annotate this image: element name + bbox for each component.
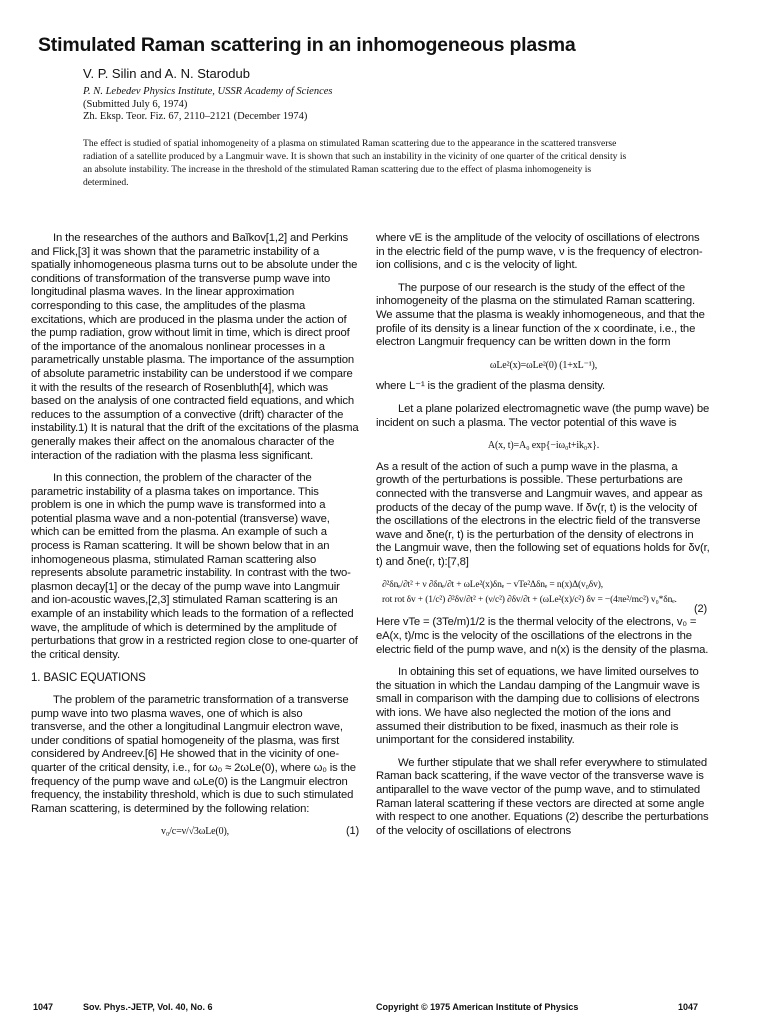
citation: Zh. Eksp. Teor. Fiz. 67, 2110–2121 (December 1974) <box>83 111 308 122</box>
equation-vector-potential: A(x, t)=A₀ exp{−iω₀t+ik₀x}. <box>487 440 600 452</box>
paragraph: As a result of the action of such a pump wave in the plasma, a growth of the perturbations is possible. These perturbations are connected with the transverse and Langmuir waves, and appear as products of the decay of the pump wave. If δv(r, t) is the velocity of the oscillations of the electrons in the electric field of the transverse wave and δne(r, t) is the perturbation of the density of electrons in the Langmuir wave, then the following set of equations holds for δv(r, t) and δne(r, t):[7,8] <box>376 460 710 568</box>
paragraph: In the researches of the authors and Baĭkov[1,2] and Perkins and Flick,[3] it was shown that the parametric instability of a spatially inhomogeneous plasma turns out to be absolute under the conditions of transformation of the transverse pump wave into longitudinal plasma waves. In the linear approximation corresponding to this case, the amplitudes of the plasma excitations, which are produced in the plasma under the action of the pump radiation, grow without limit in time, which is direct proof of the importance of the anomalous nonlinear processes in a parametrically unstable plasma. The importance of the assumption of absolute parametric instability can be understood if we compare it with the results of the research of Rosenbluth[4], which was based on the analysis of one contracted field equations, and which reduces to the assumption of a convective (drift) character of the instability.1) It is natural that the drift of the excitations of the plasma generally makes their affect on the anomalous character of the interaction of the radiation with the plasma less significant. <box>31 232 359 462</box>
equation-2 <box>376 578 711 616</box>
paragraph: In obtaining this set of equations, we have limited ourselves to the situation in which the Landau damping of the Langmuir wave is small in comparison with the damping due to collisions of electrons with ions. We have also neglected the motion of the ions and assumed their distribution to be fixed, inasmuch as their role is unimportant for the considered instability. <box>376 666 700 747</box>
paragraph: We further stipulate that we shall refer everywhere to stimulated Raman back scattering, if the wave vector of the transverse wave is antiparallel to the wave vector of the pump wave, and to stimulated Raman lateral scattering if these vectors are directed at some angle with respect to one another. Equations (2) describe the perturbations of the velocity of oscillations of electrons <box>376 756 709 837</box>
paragraph: The purpose of our research is the study of the effect of the inhomogeneity of the plasma on the stimulated Raman scattering. We assume that the plasma is weakly inhomogeneous, and that the profile of its density is a linear function of the x coordinate, i.e., the electron Langmuir frequency can be written down in the form <box>376 281 705 349</box>
paragraph: In this connection, the problem of the character of the parametric instability of a plasma takes on importance. This problem is one in which the pump wave is transformed into a potential plasma wave and a non-potential (transverse) wave, which can be emitted from the plasma. An example of such a process is Raman scattering. It will be shown below that in an inhomogeneous plasma, stimulated Raman scattering also represents absolute parametric instability. In contrast with the two-plasmon decay[1] or the decay of the pump wave into Langmuir and ion-acoustic waves,[2,3] stimulated Raman scattering is an example of an instability which leads to the formation of a reflected wave, the amplitude of which is determined by the amplitude of perturbations that grow in a restricted region close to one-quarter of the critical density. <box>31 472 358 661</box>
paragraph: where L⁻¹ is the gradient of the plasma density. <box>376 380 606 393</box>
left-column <box>31 232 359 847</box>
journal-reference: Sov. Phys.-JETP, Vol. 40, No. 6 <box>83 1002 213 1012</box>
equation-1 <box>31 825 359 839</box>
paragraph: where vE is the amplitude of the velocity of oscillations of electrons in the electric field of the pump wave, ν is the frequency of electron-ion collisions, and c is the velocity of light. <box>376 232 703 272</box>
equation-2-line-2: rot rot δv + (1/c²) ∂²δv/∂t² + (ν/c²) ∂δv/∂t + (ωLe²(x)/c²) δv = −(4πe²/mc²) v₀*δnₑ. <box>382 595 677 606</box>
equation-number: (2) <box>694 603 707 616</box>
affiliation-block <box>83 86 643 124</box>
equation-density-profile: ωLe²(x)=ωLe²(0) (1+xL⁻¹), <box>489 359 598 371</box>
copyright-notice: Copyright © 1975 American Institute of Physics <box>376 1002 579 1012</box>
equation-text: v₀/c=ν/√3ωLe(0), <box>160 826 230 838</box>
equation-number: (1) <box>346 825 359 838</box>
paragraph: The problem of the parametric transformation of a transverse pump wave into two plasma waves, one of which is also transverse, and the other a longitudinal Langmuir electron wave, under conditions of spatial homogeneity of the plasma, was first considered by Andreev.[6] He showed that in the vicinity of one-quarter of the critical density, i.e., for ω₀ ≈ 2ωLe(0), where ω₀ is the frequency of the pump wave and ωLe(0) is the Langmuir electron frequency, the instability threshold, which is due to such stimulated Raman scattering, is determined by the following relation: <box>31 694 356 815</box>
paragraph: Let a plane polarized electromagnetic wave (the pump wave) be incident on such a plasma. The vector potential of this wave is <box>376 402 710 429</box>
abstract: The effect is studied of spatial inhomogeneity of a plasma on stimulated Raman scattering due to the appearance in the scattered transverse radiation of a satellite produced by a Langmuir wave. It is shown that such an instability in the vicinity of one quarter of the critical density is an absolute instability. The increase in the threshold of the stimulated Raman scattering due to the effect of plasma inhomogeneity is determined. <box>83 138 627 188</box>
equation-2-line-1: ∂²δnₑ/∂t² + ν ∂δnₑ/∂t + ωLe²(x)δnₑ − vTe²Δδnₑ = n(x)Δ(v₀δv), <box>382 580 603 591</box>
authors: V. P. Silin and A. N. Starodub <box>83 66 250 81</box>
paragraph: Here vTe = (3Te/m)1/2 is the thermal velocity of the electrons, v₀ = eA(x, t)/mc is the velocity of the oscillations of the electrons in the electric field of the pump wave, and n(x) is the density of the plasma. <box>376 616 709 656</box>
page-number-left: 1047 <box>33 1002 54 1012</box>
paper-title: Stimulated Raman scattering in an inhomogeneous plasma <box>38 34 576 56</box>
page-number-right: 1047 <box>678 1002 699 1012</box>
submitted-date: (Submitted July 6, 1974) <box>83 98 188 110</box>
institution: P. N. Lebedev Physics Institute, USSR Academy of Sciences <box>83 86 333 97</box>
right-column <box>376 232 711 847</box>
section-heading: 1. BASIC EQUATIONS <box>31 672 146 685</box>
